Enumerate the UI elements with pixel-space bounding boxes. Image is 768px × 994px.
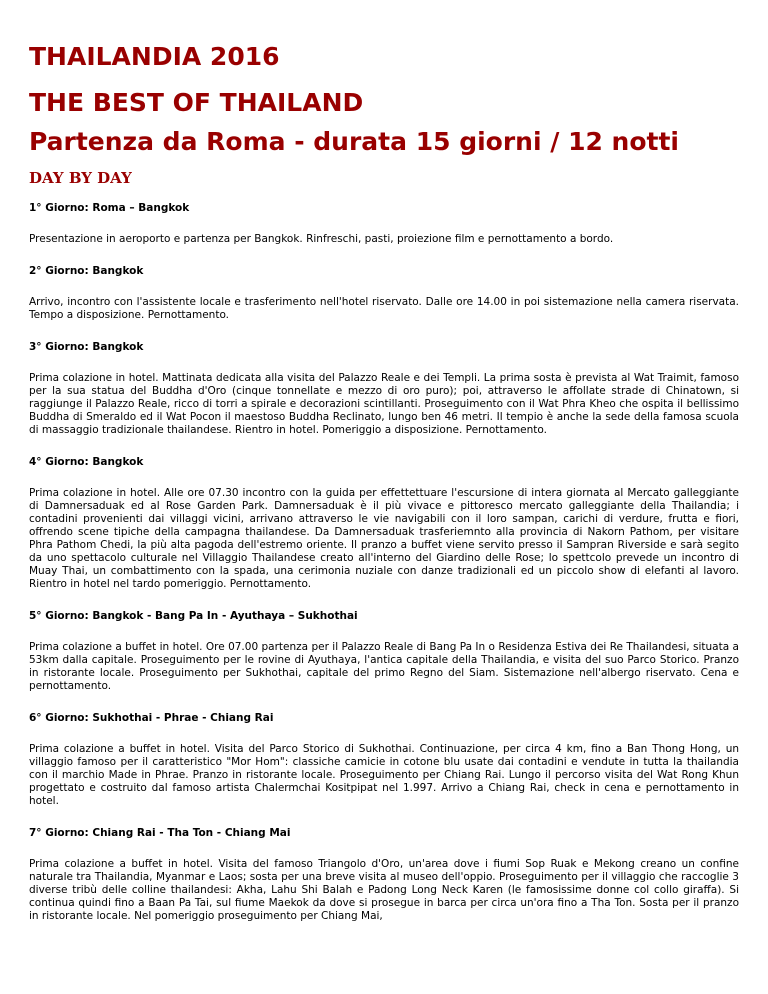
day-description: Arrivo, incontro con l'assistente locale e trasferimento nell'hotel riservato. Dalle ore 14.00 in poi sistemazione nella camera riservata. Tempo a disposizione. Pernottamento. — [29, 296, 739, 321]
day-heading: 5° Giorno: Bangkok - Bang Pa In - Ayuthaya – Sukhothai — [29, 610, 358, 622]
day-heading: 4° Giorno: Bangkok — [29, 456, 144, 468]
document-title: THAILANDIA 2016 — [29, 42, 280, 71]
day-description: Prima colazione a buffet in hotel. Ore 07.00 partenza per il Palazzo Reale di Bang Pa In o Residenza Estiva dei Re Thailandesi, situata a 53km dalla capitale. Proseguimento per le rovine di Ayuthaya, l'antica capitale della Thailandia, e visita del suo Parco Storico. Pranzo in ristorante locale. Proseguimento per Sukhothai, capitale del primo Regno del Siam. Sistemazione nell'albergo riservato. Cena e pernottamento. — [29, 641, 739, 692]
document-subtitle: THE BEST OF THAILAND — [29, 88, 364, 117]
day-description: Prima colazione a buffet in hotel. Visita del Parco Storico di Sukhothai. Continuazione, per circa 4 km, fino a Ban Thong Hong, un villaggio famoso per il caratteristico "Mor Hom": classiche camicie in cotone blu usate dai contadini e vendute in tutta la thailandia con il marchio Made in Phrae. Pranzo in ristorante locale. Proseguimento per Chiang Rai. Lungo il percorso visita del Wat Rong Khun progettato e costruito dal famoso artista Chalermchai Kositpipat nel 1.997. Arrivo a Chiang Rai, check in cena e pernottamento in hotel. — [29, 743, 739, 807]
trip-duration-heading: Partenza da Roma - durata 15 giorni / 12 notti — [29, 127, 679, 156]
day-heading: 1° Giorno: Roma – Bangkok — [29, 202, 190, 214]
day-description: Prima colazione in hotel. Mattinata dedicata alla visita del Palazzo Reale e dei Templi. La prima sosta è prevista al Wat Traimit, famoso per la sua statua del Buddha d'Oro (cinque tonnellate e mezzo di oro puro); poi, attraverso le affollate strade di Chinatown, si raggiunge il Palazzo Reale, ricco di torri a spirale e decorazioni scintillanti. Proseguimento con il Wat Phra Kheo che ospita il bellissimo Buddha di Smeraldo ed il Wat Pocon il maestoso Buddha Reclinato, lungo ben 46 metri. Il tempio è anche la sede della famosa scuola di massaggio tradizionale thailandese. Rientro in hotel. Pomeriggio a disposizione. Pernottamento. — [29, 372, 739, 436]
day-description: Prima colazione in hotel. Alle ore 07.30 incontro con la guida per effettettuare l'escursione di intera giornata al Mercato galleggiante di Damnersaduak ed al Rose Garden Park. Damnersaduak è il più vivace e pittoresco mercato galleggiante della Thailandia; i contadini provenienti dai villaggi vicini, arrivano attraverso le vie navigabili con il loro sampan, carichi di verdure, frutta e fiori, offrendo scene tipiche della campagna thailandese. Da Damnersaduak trasferiemnto alla provincia di Nakorn Pathom, per visitare Phra Pathom Chedi, la più alta pagoda dell'estremo oriente. Il pranzo a buffet viene servito presso il Sampran Riverside e sarà segito da uno spettacolo culturale nel Villaggio Thailandese creato all'interno del Giardino delle Rose; lo spettcolo prevede un incontro di Muay Thai, un combattimento con la spada, una cerimonia nuziale con danze tradizionali ed un piccolo show di elefanti al lavoro. Rientro in hotel nel tardo pomeriggio. Pernottamento. — [29, 487, 739, 590]
day-heading: 3° Giorno: Bangkok — [29, 341, 144, 353]
day-description: Presentazione in aeroporto e partenza per Bangkok. Rinfreschi, pasti, proiezione film e pernottamento a bordo. — [29, 233, 614, 245]
day-7 — [29, 827, 739, 923]
day-1 — [29, 202, 739, 246]
section-label: DAY BY DAY — [29, 169, 132, 187]
itinerary — [29, 202, 739, 942]
day-3 — [29, 341, 739, 437]
day-2 — [29, 265, 739, 322]
day-description: Prima colazione a buffet in hotel. Visita del famoso Triangolo d'Oro, un'area dove i fiumi Sop Ruak e Mekong creano un confine naturale tra Thailandia, Myanmar e Laos; sosta per una breve visita al museo dell'oppio. Proseguimento per il villaggio che raccoglie 3 diverse tribù delle colline thailandesi: Akha, Lahu Shi Balah e Padong Long Neck Karen (le famosissime donne col collo giraffa). Si continua quindi fino a Baan Pa Tai, sul fiume Maekok da dove si prosegue in barca per circa un'ora fino a Tha Ton. Sosta per il pranzo in ristorante locale. Nel pomeriggio proseguimento per Chiang Mai, — [29, 858, 739, 922]
day-4 — [29, 456, 739, 591]
day-6 — [29, 712, 739, 808]
day-heading: 2° Giorno: Bangkok — [29, 265, 144, 277]
day-5 — [29, 610, 739, 693]
day-heading: 7° Giorno: Chiang Rai - Tha Ton - Chiang Mai — [29, 827, 291, 839]
day-heading: 6° Giorno: Sukhothai - Phrae - Chiang Rai — [29, 712, 274, 724]
